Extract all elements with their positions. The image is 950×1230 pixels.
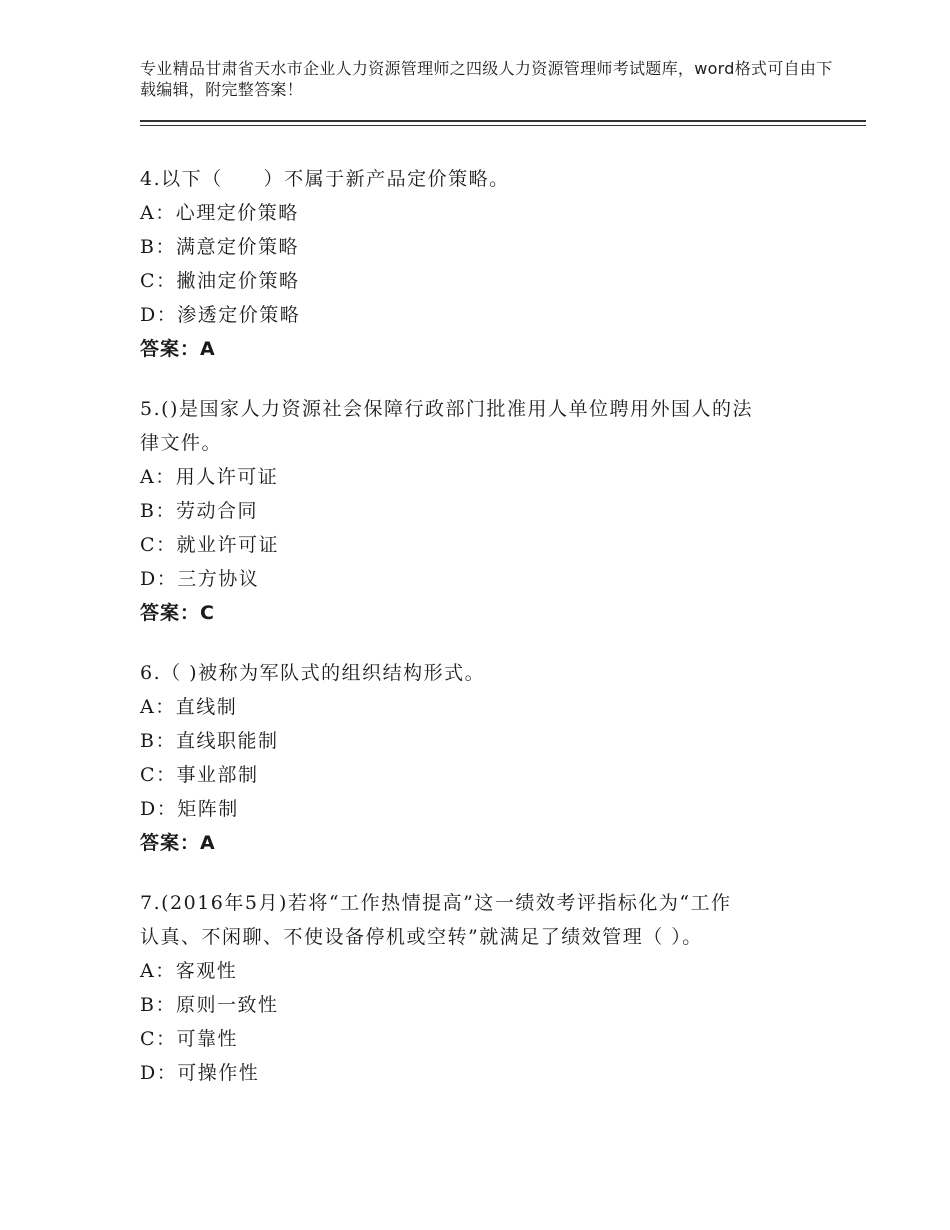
option-a: A：用人许可证 bbox=[140, 466, 279, 488]
option-c: C：撇油定价策略 bbox=[140, 270, 300, 292]
question-list bbox=[140, 162, 820, 1116]
question-stem-line1: 7.(2016年5月)若将“工作热情提高”这一绩效考评指标化为“工作 bbox=[140, 892, 732, 914]
option-b: B：直线职能制 bbox=[140, 730, 279, 752]
answer-label: 答案：A bbox=[140, 338, 216, 360]
option-d: D：渗透定价策略 bbox=[140, 304, 301, 326]
question-stem-line2: 认真、不闲聊、不使设备停机或空转”就满足了绩效管理（ ）。 bbox=[140, 926, 703, 948]
option-a: A：心理定价策略 bbox=[140, 202, 299, 224]
question-7 bbox=[140, 886, 820, 1090]
question-stem: 4.以下（ ）不属于新产品定价策略。 bbox=[140, 168, 510, 190]
option-b: B：原则一致性 bbox=[140, 994, 279, 1016]
question-stem-line2: 律文件。 bbox=[140, 432, 223, 454]
option-d: D：矩阵制 bbox=[140, 798, 239, 820]
header-divider-thin bbox=[140, 125, 866, 126]
option-d: D：可操作性 bbox=[140, 1062, 260, 1084]
question-4 bbox=[140, 162, 820, 366]
document-header: 专业精品甘肃省天水市企业人力资源管理师之四级人力资源管理师考试题库，word格式可自由下载编辑，附完整答案！ bbox=[140, 59, 833, 99]
option-a: A：直线制 bbox=[140, 696, 238, 718]
question-stem-line1: 5.()是国家人力资源社会保障行政部门批准用人单位聘用外国人的法 bbox=[140, 398, 753, 420]
answer-label: 答案：C bbox=[140, 602, 215, 624]
option-c: C：就业许可证 bbox=[140, 534, 280, 556]
option-d: D：三方协议 bbox=[140, 568, 260, 590]
question-stem: 6.（ )被称为军队式的组织结构形式。 bbox=[140, 662, 486, 684]
option-b: B：劳动合同 bbox=[140, 500, 258, 522]
option-a: A：客观性 bbox=[140, 960, 238, 982]
question-5 bbox=[140, 392, 820, 630]
header-divider bbox=[140, 120, 866, 122]
option-c: C：事业部制 bbox=[140, 764, 259, 786]
option-b: B：满意定价策略 bbox=[140, 236, 299, 258]
question-6 bbox=[140, 656, 820, 860]
answer-label: 答案：A bbox=[140, 832, 216, 854]
option-c: C：可靠性 bbox=[140, 1028, 239, 1050]
